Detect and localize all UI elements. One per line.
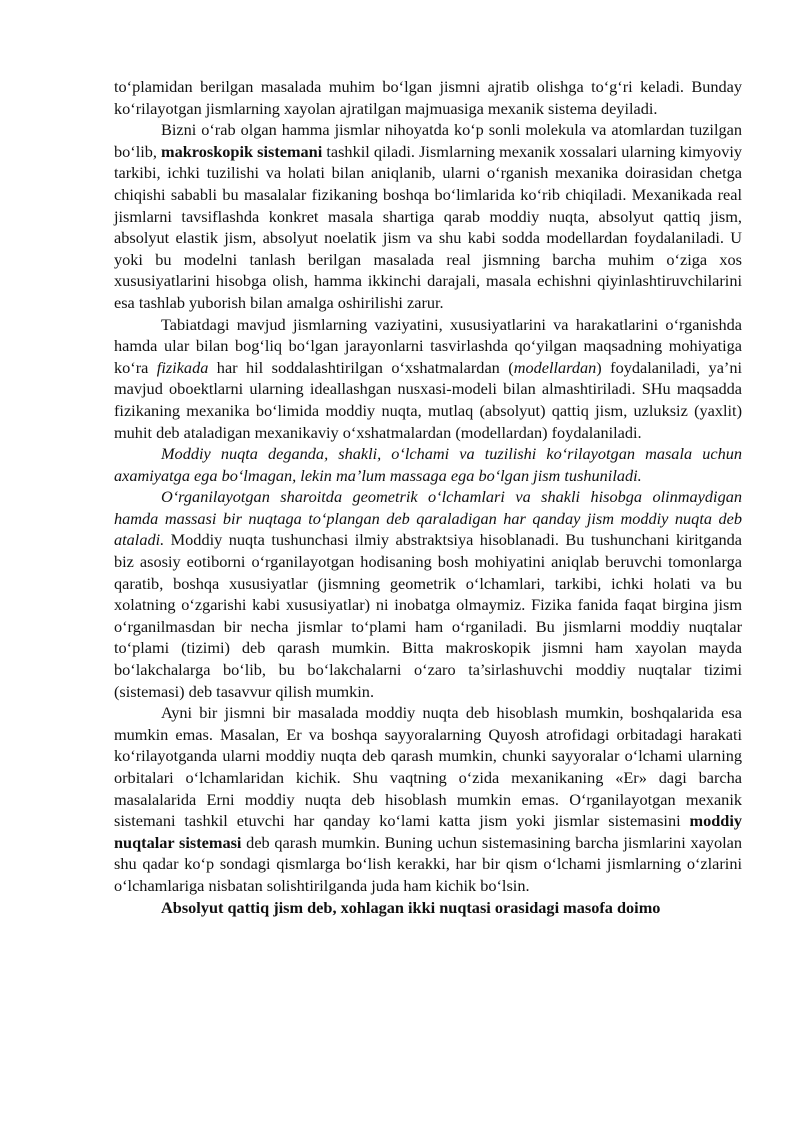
paragraph-mechanical-system <box>114 76 742 119</box>
paragraph-models <box>114 314 742 444</box>
bold-term-macroscopic-system: makroskopik sistemani <box>161 141 323 161</box>
italic-term-models: modellardan <box>513 357 597 377</box>
paragraph-earth-example <box>114 702 742 896</box>
paragraph-rigid-body-definition <box>114 897 742 919</box>
paragraph-text: Tabiatdagi mavjud jismlarning vaziyatini, xususiyatlarini va harakatlarini o‘rganishda hamda ular bilan bog‘liq bo‘lgan jarayonlarni tasvirlashda qo‘yilgan maqsadning mohiyatiga ko‘ra <box>114 314 742 377</box>
bold-term-material-point-system: moddiy nuqtalar sistemasi <box>114 811 742 852</box>
italic-term-physics: fizikada <box>156 357 209 377</box>
paragraph-material-point-abstraction <box>114 486 742 702</box>
paragraph-text: tashkil qiladi. Jismlarning mexanik xossalari ularning kimyoviy tarkibi, ichki tuzilishi va holati bilan aniqlanib, ularni o‘rganish mexanika doirasidan chetga chiqishi sababli bu masalalar fizikaning boshqa bo‘limlarida ko‘rib chiqiladi. Mexanikada real jismlarni tavsiflashda konkret masala shartiga qarab moddiy nuqta, absolyut qattiq jism, absolyut elastik jism, absolyut noelatik jism va shu kabi sodda modellardan foydalaniladi. U yoki bu modelni tanlash berilgan masalada real jismning barcha muhim o‘ziga xos xususiyatlarini hisobga olish, hamma ikkinchi darajali, masala echishni qiyinlashtiruvchilarini esa tashlab yuborish bilan amalga oshirilishi zarur. <box>114 141 743 312</box>
bold-definition-rigid-body: Absolyut qattiq jism deb, xohlagan ikki nuqtasi orasidagi masofa doimo <box>161 897 661 917</box>
paragraph-text: Moddiy nuqta deganda, shakli, o‘lchami va tuzilishi ko‘rilayotgan masala uchun axamiyatga ega bo‘lmagan, lekin ma’lum massaga ega bo‘lgan jism tushuniladi. <box>114 444 742 485</box>
paragraph-material-point-definition <box>114 443 742 486</box>
paragraph-text: har hil soddalashtirilgan o‘xshatmalardan ( <box>208 357 514 377</box>
italic-definition-material-point: O‘rganilayotgan sharoitda geometrik o‘lchamlari va shakli hisobga olinmaydigan hamda massasi bir nuqtaga to‘plangan deb qaraladigan har qanday jism moddiy nuqta deb ataladi. <box>114 487 742 550</box>
paragraph-text: to‘plamidan berilgan masalada muhim bo‘lgan jismni ajratib olishga to‘g‘ri keladi. Bunday ko‘rilayotgan jismlarning xayolan ajratilgan majmuasiga mexanik sistema deyiladi. <box>114 77 742 118</box>
paragraph-text: ) foydalaniladi, ya’ni mavjud oboektlarni ularning ideallashgan nusxasi-modeli bilan almashtiriladi. SHu maqsadda fizikaning mexanika bo‘limida moddiy nuqta, mutlaq (absolyut) qattiq jism, uzluksiz (yaxlit) muhit deb ataladigan mexanikaviy o‘xshatmalardan (modellardan) foydalaniladi. <box>114 357 743 442</box>
paragraph-macroscopic-system <box>114 119 742 313</box>
document-page <box>114 76 742 918</box>
paragraph-text: Ayni bir jismni bir masalada moddiy nuqta deb hisoblash mumkin, boshqalarida esa mumkin emas. Masalan, Er va boshqa sayyoralarning Quyosh atrofidagi orbitadagi harakati ko‘rilayotganda ularni moddiy nuqta deb qarash mumkin, chunki sayyoralar o‘lchami ularning orbitalari o‘lchamlaridan kichik. Shu vaqtning o‘zida mexanikaning «Er» dagi barcha masalalarida Erni moddiy nuqta deb hisoblash mumkin emas. O‘rganilayotgan mexanik sistemani tashkil etuvchi har qanday ko‘lami katta jism yoki jismlar sistemasini <box>114 703 742 831</box>
paragraph-text: Bizni o‘rab olgan hamma jismlar nihoyatda ko‘p sonli molekula va atomlardan tuzilgan bo‘lib, <box>114 120 742 161</box>
paragraph-text: deb qarash mumkin. Buning uchun sistemasining barcha jismlarini xayolan shu qadar ko‘p sondagi qismlarga bo‘lish kerakki, har bir qism o‘lchami jismlarning o‘zlarini o‘lchamlariga nisbatan solishtirilganda juda ham kichik bo‘lsin. <box>114 832 742 895</box>
paragraph-text: Moddiy nuqta tushunchasi ilmiy abstraktsiya hisoblanadi. Bu tushunchani kiritganda biz asosiy eotiborni o‘rganilayotgan hodisaning bosh mohiyatini aniqlab beruvchi tomonlarga qaratib, boshqa xususiyatlar (jismning geometrik o‘lchamlari, tarkibi, ichki holati va bu xolatning o‘zgarishi kabi xususiyatlar) ni inobatga olmaymiz. Fizika fanida faqat birgina jism o‘rganilmasdan bir necha jismlar to‘plami ham o‘rganiladi. Bu jismlarni moddiy nuqtalar to‘plami (tizimi) deb qarash mumkin. Bitta makroskopik jismni ham xayolan mayda bo‘lakchalarga bo‘lib, bu bo‘lakchalarni o‘zaro ta’sirlashuvchi moddiy nuqtalar tizimi (sistemasi) deb tasavvur qilish mumkin. <box>114 530 742 701</box>
